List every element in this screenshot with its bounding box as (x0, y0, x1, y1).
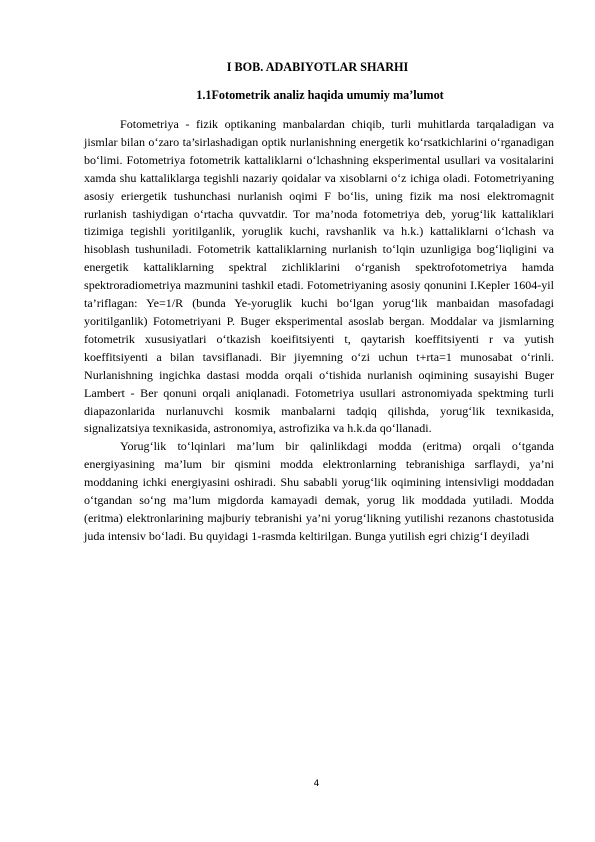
section-title: 1.1Fotometrik analiz haqida umumiy ma’lumot (196, 88, 444, 102)
paragraph-fotometriya: Fotometriya - fizik optikaning manbalardan chiqib, turli muhitlarda tarqaladigan va jismlar bilan o‘zaro ta’sirlashadigan optik nurlanishning energetik ko‘rsatkichlarini o‘rganadigan bo‘limi. Fotometriya fotometrik kattaliklarni o‘lchashning eksperimental usullari va vositalarini xamda shu kattaliklarga tegishli nazariy qoidalar va xisoblarni o‘z ichiga oladi. Fotometriyaning asosiy eriergetik tushunchasi nurlanish oqimi F bo‘lis, uning fizik ma nosi elektromagnit rurlanish tashiydigan o‘rtacha quvvatdir. Tor ma’noda fotometriya deb, yorug‘lik kattaliklari tizimiga tegishli yoritilganlik, yoruglik kuchi, ravshanlik va h.k.) kattaliklarni o‘lchash va hisoblash tushuniladi. Fotometrik kattaliklarning nurlanish to‘lqin uzunligiga bog‘liqligini va energetik kattaliklarning spektral zichliklarini o‘rganish spektrofotometriya hamda spektroradiometriya mazmunini tashkil etadi. Fotometriyaning asosiy qonunini I.Kepler 1604-yil ta’riflagan: Ye=1/R (bunda Ye-yoruglik kuchi bo‘lgan yorug‘lik manbaidan masofadagi yoritilganlik) Fotometriyani P. Buger eksperimental asoslab bergan. Moddalar va jismlarning fotometrik xususiyatlari o‘tkazish koeifitsiyenti t, qaytarish koeffitsiyenti r va yutish koeffitsiyenti a bilan tavsiflanadi. Bir jiyemning o‘zi uchun t+rta=1 munosabat o‘rinli. Nurlanishning ingichka dastasi modda orqali o‘tishida nurlanish oqimining susayishi Buger Lambert - Ber qonuni orqali aniqlanadi. Fotometriya usullari astronomiyada spektming turli diapazonlarida nurlanuvchi kosmik manbalarni tadqiq qilishda, yorug‘lik texnikasida, signalizatsiya texnikasida, astronomiya, astrofizika va h.k.da qo‘llanadi. (84, 117, 554, 436)
document-body (84, 116, 554, 546)
page-number: 4 (313, 779, 320, 789)
chapter-title: I BOB. ADABIYOTLAR SHARHI (226, 60, 409, 74)
paragraph-yoruglik: Yorug‘lik to‘lqinlari ma’lum bir qalinlikdagi modda (eritma) orqali o‘tganda energiyasining ma’lum bir qismini modda elektronlarning tebranishiga sarflaydi, ya’ni moddaning ichki energiyasini oshiradi. Shu sababli yorug‘lik oqimining intensivligi moddadan o‘tgandan so‘ng ma’lum migdorda kamayadi demak, yorug lik moddada yutiladi. Modda (eritma) elektronlarining majburiy tebranishi ya’ni yorug‘likning yutilishi rezanons chastotusida juda intensiv bo‘ladi. Bu quyidagi 1-rasmda keltirilgan. Bunga yutilish egri chizig‘I deyiladi (84, 439, 554, 543)
